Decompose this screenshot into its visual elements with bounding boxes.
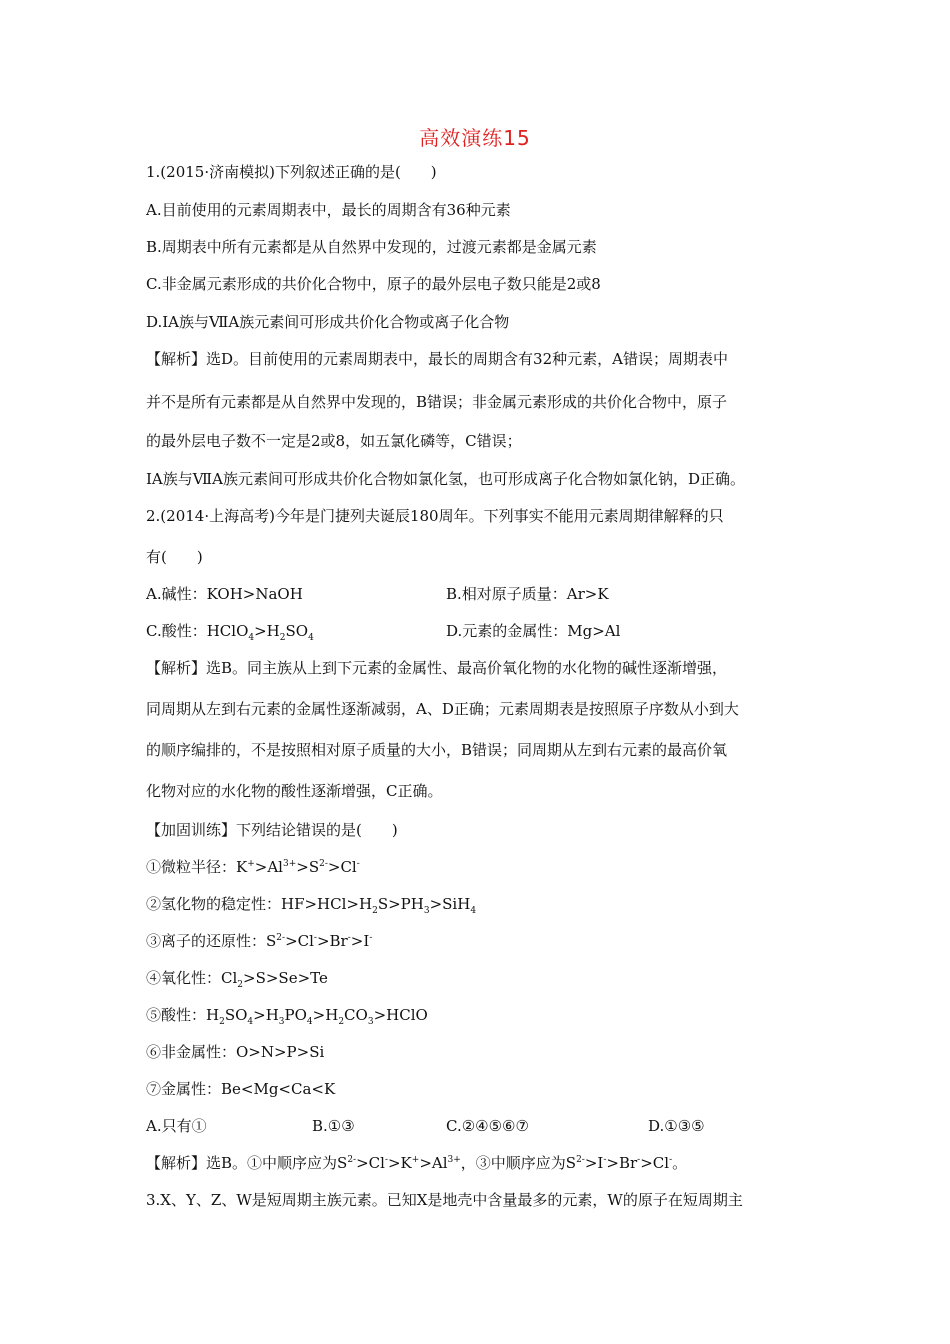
q3-stem: 3.X、Y、Z、W是短周期主族元素。已知X是地壳中含量最多的元素，W的原子在短周期主	[146, 1191, 743, 1209]
q2-stem-line: 有( )	[146, 548, 203, 566]
q1-stem: 1.(2015·济南模拟)下列叙述正确的是( )	[146, 163, 437, 181]
q1-analysis-line: 并不是所有元素都是从自然界中发现的，B错误；非金属元素形成的共价化合物中，原子	[146, 393, 728, 411]
q1-analysis-line: ⅠA族与ⅦA族元素间可形成共价化合物如氯化氢，也可形成离子化合物如氯化钠，D正确。	[146, 470, 745, 488]
drill-option-d: D.①③⑤	[648, 1117, 705, 1135]
drill-item-3: ③离子的还原性：$S^{2-}>Cl^->Br^->I^-$	[146, 932, 373, 950]
q2-analysis-line: 的顺序编排的，不是按照相对原子质量的大小，B错误；同周期从左到右元素的最高价氧	[146, 741, 728, 759]
drill-item-1: ①微粒半径：$K^+>Al^{3+}>S^{2-}>Cl^-$	[146, 858, 360, 876]
q2-analysis-line: 【解析】选B。同主族从上到下元素的金属性、最高价氧化物的水化物的碱性逐渐增强，	[146, 659, 728, 677]
drill-option-b: B.①③	[312, 1117, 355, 1135]
q1-analysis-line: 【解析】选D。目前使用的元素周期表中，最长的周期含有32种元素，A错误；周期表中	[146, 350, 728, 368]
drill-option-c: C.②④⑤⑥⑦	[446, 1117, 529, 1135]
drill-item-6: ⑥非金属性：O>N>P>Si	[146, 1043, 325, 1061]
q1-option-a: A.目前使用的元素周期表中，最长的周期含有36种元素	[146, 201, 511, 219]
drill-options	[146, 1115, 826, 1137]
q2-option-d: D.元素的金属性：Mg>Al	[446, 622, 621, 640]
q2-analysis-line: 同周期从左到右元素的金属性逐渐减弱，A、D正确；元素周期表是按照原子序数从小到大	[146, 700, 739, 718]
drill-item-5: ⑤酸性：$H_2SO_4>H_3PO_4>H_2CO_3>HClO$	[146, 1006, 428, 1027]
drill-analysis: 【解析】选B。①中顺序应为$S^{2-}>Cl^->K^+>Al^{3+}$，③中顺序应为$S^{2-}>I^->Br^->Cl^-$。	[146, 1154, 688, 1172]
q2-option-b: B.相对原子质量：Ar>K	[446, 585, 609, 603]
q1-analysis-line: 的最外层电子数不一定是2或8，如五氯化磷等，C错误；	[146, 432, 522, 450]
q1-option-b: B.周期表中所有元素都是从自然界中发现的，过渡元素都是金属元素	[146, 238, 597, 256]
q2-stem-line: 2.(2014·上海高考)今年是门捷列夫诞辰180周年。下列事实不能用元素周期律解释的只	[146, 507, 724, 525]
drill-stem: 【加固训练】下列结论错误的是( )	[146, 821, 398, 839]
drill-option-a: A.只有①	[146, 1117, 207, 1135]
q1-option-c: C.非金属元素形成的共价化合物中，原子的最外层电子数只能是2或8	[146, 275, 601, 293]
q2-option-c: C.酸性：$HClO_4>H_2SO_4$	[146, 622, 314, 643]
page-title: 高效演练15	[419, 126, 531, 150]
q2-option-a: A.碱性：KOH>NaOH	[146, 585, 303, 603]
drill-item-2: ②氢化物的稳定性：$HF>HCl>H_2S>PH_3>SiH_4$	[146, 895, 477, 916]
q1-option-d: D.ⅠA族与ⅦA族元素间可形成共价化合物或离子化合物	[146, 313, 510, 331]
q2-analysis-line: 化物对应的水化物的酸性逐渐增强，C正确。	[146, 782, 443, 800]
drill-item-7: ⑦金属性：Be<Mg<Ca<K	[146, 1080, 336, 1098]
drill-item-4: ④氧化性：$Cl_2>S>Se>Te$	[146, 969, 328, 990]
